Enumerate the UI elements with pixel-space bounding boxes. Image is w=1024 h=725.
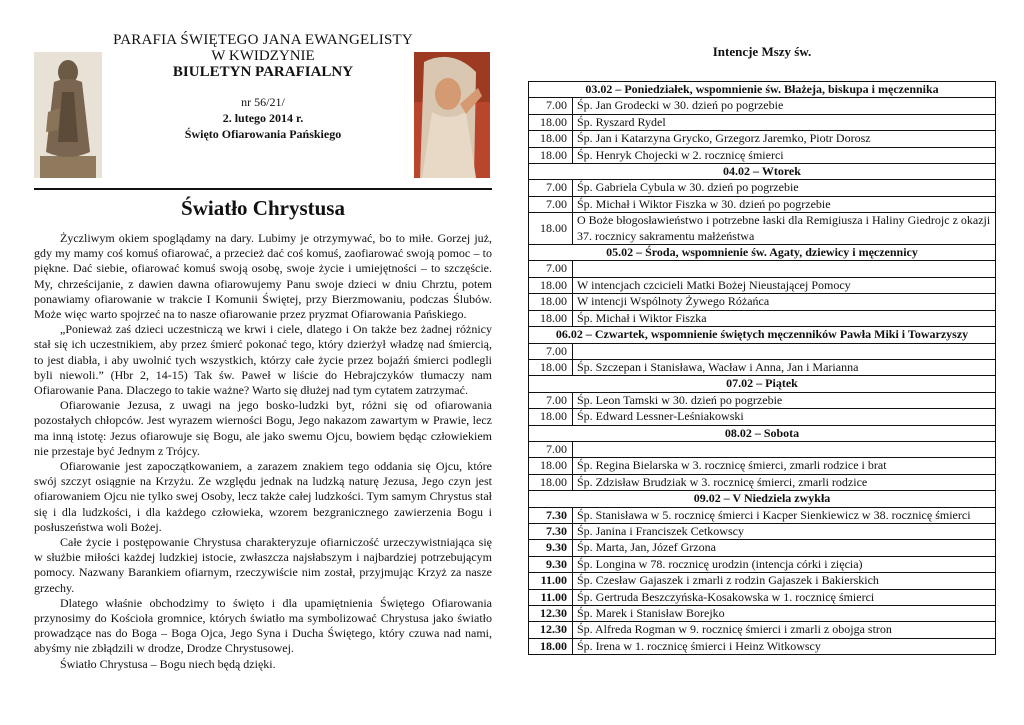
mass-time: 7.00 <box>529 196 573 212</box>
intention-text: Śp. Longina w 78. rocznicę urodzin (intencja córki i zięcia) <box>573 556 996 572</box>
mass-time: 18.00 <box>529 310 573 326</box>
intentions-title: Intencje Mszy św. <box>712 44 812 59</box>
day-header-row <box>529 164 996 180</box>
mass-time: 12.30 <box>529 622 573 638</box>
mass-time: 7.30 <box>529 523 573 539</box>
mass-time: 18.00 <box>529 277 573 293</box>
intention-text: W intencji Wspólnoty Żywego Różańca <box>573 294 996 310</box>
parish-name: PARAFIA ŚWIĘTEGO JANA EWANGELISTY <box>113 32 413 48</box>
mass-time: 7.00 <box>529 392 573 408</box>
mass-time: 18.00 <box>529 359 573 375</box>
mass-time: 18.00 <box>529 458 573 474</box>
intention-text: Śp. Marek i Stanisław Borejko <box>573 606 996 622</box>
parish-town: W KWIDZYNIE <box>211 48 315 64</box>
day-header: 06.02 – Czwartek, wspomnienie świętych męczenników Pawła Miki i Towarzyszy <box>529 327 996 343</box>
intention-row <box>529 180 996 196</box>
mass-time: 18.00 <box>529 638 573 654</box>
feast-name: Święto Ofiarowania Pańskiego <box>184 127 342 141</box>
intention-text: Śp. Edward Lessner-Leśniakowski <box>573 409 996 425</box>
intention-text <box>573 261 996 277</box>
intention-row <box>529 622 996 638</box>
day-header: 03.02 – Poniedziałek, wspomnienie św. Błażeja, biskupa i męczennika <box>529 82 996 98</box>
intention-row <box>529 556 996 572</box>
mass-time: 18.00 <box>529 131 573 147</box>
mass-time: 7.00 <box>529 98 573 114</box>
day-header-row <box>529 376 996 392</box>
day-header-row <box>529 245 996 261</box>
intention-row <box>529 343 996 359</box>
article-paragraph: Dlatego właśnie obchodzimy to święto i dla upamiętnienia Świętego Ofiarowania przynosimy do Kościoła gromnice, których światło ma symbolizować Chrystusa jako światło prowadzące nas do Boga – Boga Ojca, Jego Syna i Ducha Świętego, który czuwa nad nami, abyśmy nie zbłądzili w drodze, Drodze Chrystusowej. <box>34 595 492 656</box>
intention-text: Śp. Stanisława w 5. rocznicę śmierci i Kacper Sienkiewicz w 38. rocznicę śmierci <box>573 507 996 523</box>
day-header: 07.02 – Piątek <box>529 376 996 392</box>
header-text <box>86 32 440 142</box>
intention-row <box>529 147 996 163</box>
bulletin-header <box>34 28 492 180</box>
article-paragraph: Światło Chrystusa – Bogu niech będą dzięki. <box>60 656 276 671</box>
intention-text: Śp. Janina i Franciszek Cetkowscy <box>573 523 996 539</box>
day-header: 08.02 – Sobota <box>529 425 996 441</box>
intention-text: O Boże błogosławieństwo i potrzebne łaski dla Remigiusza i Haliny Giedrojc z okazji 37. rocznicy sakramentu małżeństwa <box>573 213 996 245</box>
intention-row <box>529 359 996 375</box>
mass-time: 18.00 <box>529 294 573 310</box>
intention-text <box>573 343 996 359</box>
intention-text: Śp. Michał i Wiktor Fiszka <box>573 310 996 326</box>
intention-row <box>529 114 996 130</box>
intention-text <box>573 441 996 457</box>
mass-time: 12.30 <box>529 606 573 622</box>
issue-date: 2. lutego 2014 r. <box>222 111 304 125</box>
intention-row <box>529 474 996 490</box>
intention-text: Śp. Jan Grodecki w 30. dzień po pogrzebie <box>573 98 996 114</box>
mass-time: 7.00 <box>529 180 573 196</box>
article-paragraph: „Ponieważ zaś dzieci uczestniczą we krwi i ciele, dlatego i On także bez żadnej różnicy stał się ich uczestnikiem, aby przez śmierć pokonać tego, który dzierżył władzę nad śmiercią, to jest diabła, i aby uwolnić tych wszystkich, którzy całe życie przez bojaźń śmierci podlegli byli niewoli.” (Hbr 2, 14-15) Tak św. Paweł w liście do Hebrajczyków tłumaczy nam Ofiarowanie Pana. Dlaczego to takie ważne? Warto się dłużej nad tym cytatem zatrzymać. <box>34 322 492 398</box>
intention-text: Śp. Michał i Wiktor Fiszka w 30. dzień po pogrzebie <box>573 196 996 212</box>
intention-text: Śp. Henryk Chojecki w 2. rocznicę śmierci <box>573 147 996 163</box>
intention-row <box>529 294 996 310</box>
intention-row <box>529 409 996 425</box>
mass-time: 9.30 <box>529 540 573 556</box>
mass-time: 9.30 <box>529 556 573 572</box>
intention-row <box>529 441 996 457</box>
bulletin-name: BIULETYN PARAFIALNY <box>172 64 354 80</box>
mass-time: 7.00 <box>529 261 573 277</box>
intention-text: Śp. Jan i Katarzyna Grycko, Grzegorz Jaremko, Piotr Dorosz <box>573 131 996 147</box>
intention-row <box>529 589 996 605</box>
intention-text: Śp. Alfreda Rogman w 9. rocznicę śmierci i zmarli z obojga stron <box>573 622 996 638</box>
article-paragraph: Ofiarowanie jest zapoczątkowaniem, a zarazem znakiem tego oddania się Ojcu, które swój szczyt osiągnie na Krzyżu. Ze względu jednak na ludzką naturę Jezusa, Jego czyn jest ofiarowaniem Ojcu nie tylko swej Osoby, lecz także całej ludzkości. Tym samym Chrystus stał się i dla ludzkości, i dla każdego człowieka, wzorem bezgranicznego zawierzenia Bogu i posłuszeństwa woli Bożej. <box>34 459 492 534</box>
intention-row <box>529 261 996 277</box>
intention-text: Śp. Leon Tamski w 30. dzień po pogrzebie <box>573 392 996 408</box>
article-paragraph: Ofiarowanie Jezusa, z uwagi na jego bosko-ludzki byt, różni się od ofiarowania pozostałych chłopców. Jest wyrazem wierności Bogu, Jego nakazom zawartym w Prawie, lecz ma inną istotę: Jezus ofiarowuje się Bogu, ale jako swemu Ojcu, bowiem będąc człowiekiem nie przestaje być Jednym z Trójcy. <box>34 398 492 458</box>
intention-text: Śp. Gertruda Beszczyńska-Kosakowska w 1. rocznicę śmierci <box>573 589 996 605</box>
intention-text: Śp. Ryszard Rydel <box>573 114 996 130</box>
day-header-row <box>529 327 996 343</box>
mass-time: 18.00 <box>529 213 573 245</box>
intention-text: Śp. Gabriela Cybula w 30. dzień po pogrzebie <box>573 180 996 196</box>
intention-row <box>529 458 996 474</box>
day-header-row <box>529 425 996 441</box>
intention-row <box>529 131 996 147</box>
bulletin-left-column <box>34 28 492 672</box>
intention-row <box>529 392 996 408</box>
mass-time: 7.00 <box>529 343 573 359</box>
intention-row <box>529 606 996 622</box>
mass-time: 18.00 <box>529 114 573 130</box>
intention-text: Śp. Irena w 1. rocznicę śmierci i Heinz Witkowscy <box>573 638 996 654</box>
mass-time: 7.00 <box>529 441 573 457</box>
mass-time: 18.00 <box>529 147 573 163</box>
intention-row <box>529 540 996 556</box>
intention-row <box>529 507 996 523</box>
intention-row <box>529 573 996 589</box>
header-divider <box>34 188 492 190</box>
mass-time: 7.30 <box>529 507 573 523</box>
day-header-row <box>529 82 996 98</box>
intention-text: Śp. Czesław Gajaszek i zmarli z rodzin Gajaszek i Bakierskich <box>573 573 996 589</box>
intention-row <box>529 98 996 114</box>
intention-text: Śp. Zdzisław Brudziak w 3. rocznicę śmierci, zmarli rodzice <box>573 474 996 490</box>
mass-intentions-column <box>528 44 996 655</box>
issue-number: nr 56/21/ <box>241 95 285 109</box>
day-header: 04.02 – Wtorek <box>529 164 996 180</box>
intention-row <box>529 523 996 539</box>
mass-time: 11.00 <box>529 589 573 605</box>
article-paragraph: Życzliwym okiem spoglądamy na dary. Lubimy je otrzymywać, bo to miłe. Gorzej już, gdy my mamy coś komuś ofiarować, a przecież dać coś komuś, zaofiarować swoją pomoc – to piękne. Dać siebie, ofiarować komuś swoją osobę, swoje życie i umiejętności – to szczęście. My, chrześcijanie, z dawien dawna ofiarowujemy Panu swoje dzieci w dniu Chrztu, potem ponawiamy ofiarowanie w trakcie I Komunii Świętej, przy Bierzmowaniu, podczas Ślubów. Może więc warto spojrzeć na to nasze ofiarowanie przez pryzmat Ofiarowania Pańskiego. <box>34 231 492 322</box>
intention-row <box>529 277 996 293</box>
intentions-table <box>528 81 996 655</box>
intention-row <box>529 196 996 212</box>
intention-text: Śp. Regina Bielarska w 3. rocznicę śmierci, zmarli rodzice i brat <box>573 458 996 474</box>
intention-row <box>529 213 996 245</box>
article-paragraph: Całe życie i postępowanie Chrystusa charakteryzuje ofiarniczość urzeczywistniająca się w służbie miłości każdej ludzkiej istocie, zwłaszcza najsłabszym i najbardziej potrzebującym pomocy. Nazwany Barankiem ofiarnym, rzeczywiście nim został, przyjmując Krzyż za nasze grzechy. <box>34 535 492 595</box>
day-header: 05.02 – Środa, wspomnienie św. Agaty, dziewicy i męczennicy <box>529 245 996 261</box>
intention-text: W intencjach czcicieli Matki Bożej Nieustającej Pomocy <box>573 277 996 293</box>
day-header: 09.02 – V Niedziela zwykła <box>529 491 996 507</box>
article-body <box>34 231 492 672</box>
mass-time: 18.00 <box>529 409 573 425</box>
intention-row <box>529 638 996 654</box>
prophetess-anna-painting <box>414 52 490 178</box>
mass-time: 11.00 <box>529 573 573 589</box>
intention-text: Śp. Szczepan i Stanisława, Wacław i Anna, Jan i Marianna <box>573 359 996 375</box>
article-title: Światło Chrystusa <box>181 196 345 220</box>
intention-row <box>529 310 996 326</box>
mass-time: 18.00 <box>529 474 573 490</box>
day-header-row <box>529 491 996 507</box>
intention-text: Śp. Marta, Jan, Józef Grzona <box>573 540 996 556</box>
